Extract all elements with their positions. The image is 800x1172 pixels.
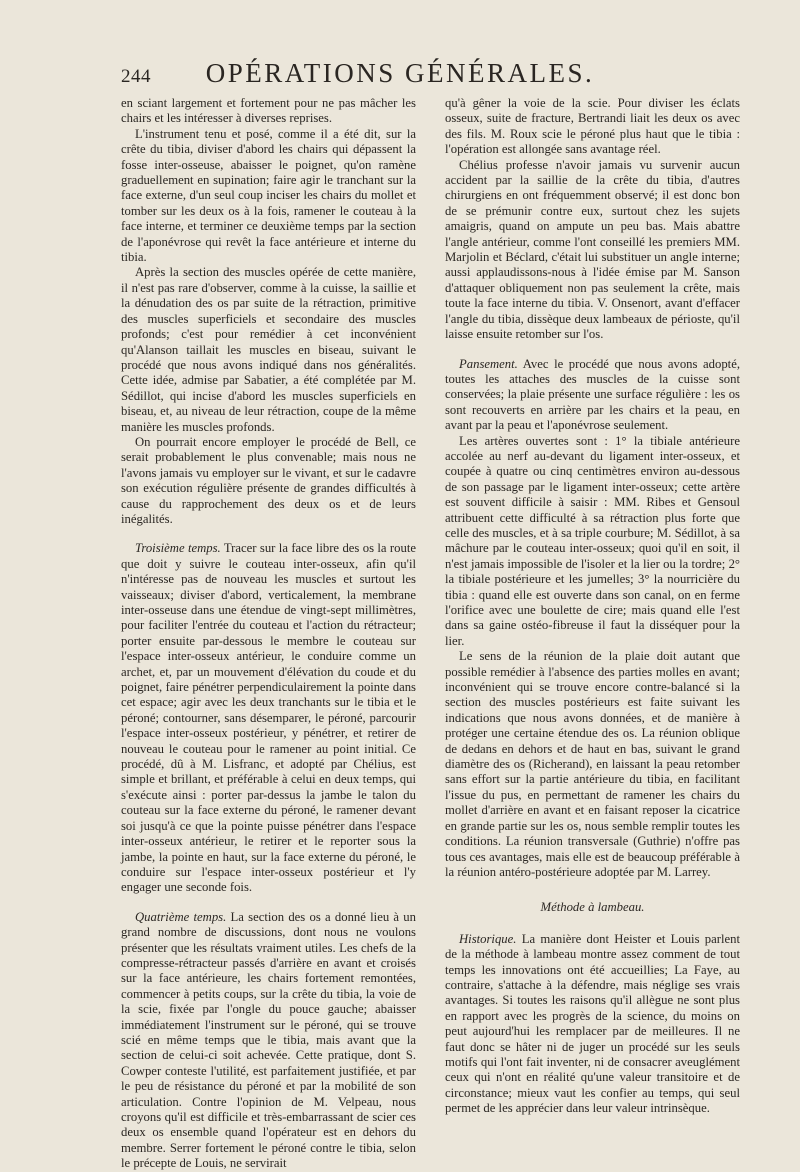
paragraph: Après la section des muscles opérée de cette manière, il n'est pas rare d'observer, comme à la cuisse, la saillie et la dénudation des os par suite de la rétraction, primitive des muscles superficiels et secondaire des muscles profonds; c'est pour remédier à cet inconvénient qu'Alanson taillait les muscles en biseau, suivant le procédé que nous avons indiqué dans nos généralités. Cette idée, admise par Sabatier, a été complétée par M. Sédillot, qui incise d'abord les muscles superficiels en biseau, et, au niveau de leur rétraction, coupe de la même manière les muscles profonds.: [121, 265, 416, 434]
section-lead: Troisième temps.: [135, 541, 221, 556]
page-header: [0, 56, 800, 90]
running-title: OPÉRATIONS GÉNÉRALES.: [205, 58, 595, 88]
paragraph-history: [445, 932, 740, 1117]
paragraph-third-step: [121, 541, 416, 895]
paragraph: Chélius professe n'avoir jamais vu survenir aucun accident par la saillie de la crête du tibia, d'autres chirurgiens en ont fréquemment observé; il est donc bon de se prémunir contre eux, surtout chez les sujets amaigris, quand on ampute un peu bas. Mais abattre l'angle antérieur, comme l'ont conseillé les premiers MM. Marjolin et Béclard, c'était lui substituer un angle interne; aussi applaudissons-nous à l'idée émise par M. Sanson d'attaquer obliquement non pas seulement la crête, mais toute la face interne du tibia. V. Onsenort, avant d'effacer l'angle du tibia, dissèque deux lambeaux de périoste, qu'il laisse ensuite retomber sur l'os.: [445, 157, 740, 342]
left-column: [121, 96, 416, 1172]
section-lead: Quatrième temps.: [135, 909, 227, 924]
paragraph-text: Tracer sur la face libre des os la route que doit y suivre le couteau inter-osseux, afin qu'il n'intéresse pas de nouveau les muscles et surtout les vaisseaux; diviser d'abord, verticalement, la membrane inter-osseuse dans une étendue de vingt-sept millimètres, pour faciliter l'entrée du couteau et l'action du rétracteur; porter ensuite par-dessous le membre le couteau sur l'espace inter-osseux antérieur, le conduire comme un archet, et, par un mouvement d'élévation du coude et du poignet, faire pénétrer perpendiculairement la pointe dans cet espace; agir avec les deux tranchants sur le tibia et le péroné; contourner, sans désemparer, le péroné, parcourir l'espace inter-osseux postérieur, y pénétrer, et retirer de nouveau le couteau pour le ramener au point initial. Ce procédé, dû à M. Lisfranc, et adopté par Chélius, est simple et brillant, et préférable à celui en deux temps, qui s'exécute ainsi : porter par-dessus la jambe le talon du couteau sur la face externe du péroné, le ramener devant soi jusqu'à ce que la pointe puisse pénétrer dans l'espace inter-osseux antérieur, le retirer et le reporter sous la jambe, la pointe en haut, sur la face externe du péroné, le conduire sur l'espace inter-osseux postérieur et l'y engager une seconde fois.: [121, 541, 416, 895]
page-number: 244: [121, 66, 151, 87]
paragraph: On pourrait encore employer le procédé de Bell, ce serait probablement le plus convenable; mais nous ne l'avons jamais vu employer sur le vivant, et sur le cadavre son exécution régulière présente de grandes difficultés à cause du rapprochement des deux os et de leurs inégalités.: [121, 434, 416, 526]
paragraph-text: Avec le procédé que nous avons adopté, toutes les attaches des muscles de la cuisse sont conservées; la plaie présente une surface régulière : les os sont recouverts en arrière par les chairs et la peau, en avant par la peau et l'aponévrose seulement.: [445, 356, 740, 433]
paragraph: Les artères ouvertes sont : 1° la tibiale antérieure accolée au nerf au-devant du ligament inter-osseux, et coupée à quatre ou cinq centimètres environ au-dessous de son passage par le ligament inter-osseux; cette artère est souvent difficile à saisir : MM. Ribes et Gensoul attribuent cette difficulté à sa rétraction plus forte que celle des muscles, et à sa triple courbure; M. Sédillot, à sa mâchure par le couteau inter-osseux; quoi qu'il en soit, il n'est jamais impossible de l'isoler et la lier ou la tordre; 2° la tibiale postérieure et les jumelles; 3° la nourricière du tibia : quand elle est ouverte dans son canal, on en ferme l'orifice avec une boulette de cire; mais quand elle l'est dans sa gaine ostéo-fibreuse il faut la disséquer pour la lier.: [445, 433, 740, 648]
paragraph-text: La section des os a donné lieu à un grand nombre de discussions, dont nous ne voulons présenter que les résultats vraiment utiles. Les chefs de la compresse-rétracteur passés d'arrière en avant et croisés sur la face antérieure, les chairs fortement remontées, commencer à petits coups, sur la crête du tibia, la voie de la scie, fixée par l'ongle du pouce gauche; abaisser immédiatement l'instrument sur le péroné, qui se trouve scié en même temps que le tibia, mais avant que la section de celui-ci soit achevée. Cette pratique, dont S. Cowper conteste l'utilité, est parfaitement justifiée, et par le peu de résistance du péroné et par la mobilité de son articulation. Contre l'opinion de M. Velpeau, nous croyons qu'il est difficile et très-embarrassant de scier ces deux os ensemble quand l'opérateur est en dehors du membre. Serrer fortement le péroné contre le tibia, selon le précepte de Louis, ne servirait: [121, 909, 416, 1171]
section-lead: Historique.: [459, 931, 517, 946]
right-column: [445, 96, 740, 1117]
paragraph: qu'à gêner la voie de la scie. Pour diviser les éclats osseux, suite de fracture, Bertrandi liait les deux os avec des fils. M. Roux scie le péroné plus haut que le tibia : l'opération est allongée sans avantage réel.: [445, 96, 740, 157]
section-heading: Méthode à lambeau.: [540, 900, 645, 915]
paragraph-dressing: [445, 357, 740, 434]
paragraph: L'instrument tenu et posé, comme il a été dit, sur la crête du tibia, diviser d'abord les chairs qui dépassent la fosse inter-osseuse, abaisser le poignet, qu'on ramène graduellement en supination; faire agir le tranchant sur la face externe, d'un seul coup inciser les chairs du mollet et tomber sur les deux os à la fois, ramener le couteau à la face interne, et terminer ce deuxième temps par la section de l'aponévrose qui revêt la face antérieure et interne du tibia.: [121, 126, 416, 265]
paragraph-text: La manière dont Heister et Louis parlent de la méthode à lambeau montre assez comment de tout temps les innovations ont été accueillies; La Faye, au contraire, s'attache à la défendre, mais néglige ses vrais avantages. Si toutes les raisons qu'il allègue ne sont plus en rapport avec les progrès de la science, du moins on peut aujourd'hui les remplacer par de meilleures. Il ne faut donc se hâter ni de juger un procédé sur les seuls motifs qui l'ont fait inventer, ni de consacrer aveuglément ceux qui n'ont en réalité qu'une valeur transitoire et de circonstance; mieux vaut les confier au temps, qui seul permet de les apprécier dans leur valeur intrinsèque.: [445, 931, 740, 1116]
section-lead: Pansement.: [459, 356, 518, 371]
paragraph: Le sens de la réunion de la plaie doit autant que possible remédier à l'absence des parties molles en avant; inconvénient qui se trouve encore contre-balancé si la section des muscles postérieurs est faite suivant les indications que nous avons données, et de manière à protéger une certaine étendue des os. La réunion oblique de dedans en dehors et de haut en bas, suivant le grand diamètre des os (Richerand), en laissant la peau retomber sans effort sur la partie antérieure du tibia, en facilitant l'issue du pus, en permettant de ramener les chairs du mollet d'arrière en avant et en faisant reposer la cicatrice en grande partie sur les os, nous semble remplir toutes les conditions. La réunion transversale (Guthrie) n'offre pas tous ces avantages, mais elle est de beaucoup préférable à la réunion antéro-postérieure adoptée par M. Larrey.: [445, 649, 740, 879]
paragraph-fourth-step: [121, 910, 416, 1172]
paragraph: en sciant largement et fortement pour ne pas mâcher les chairs et les intéresser à diverses reprises.: [121, 96, 416, 126]
